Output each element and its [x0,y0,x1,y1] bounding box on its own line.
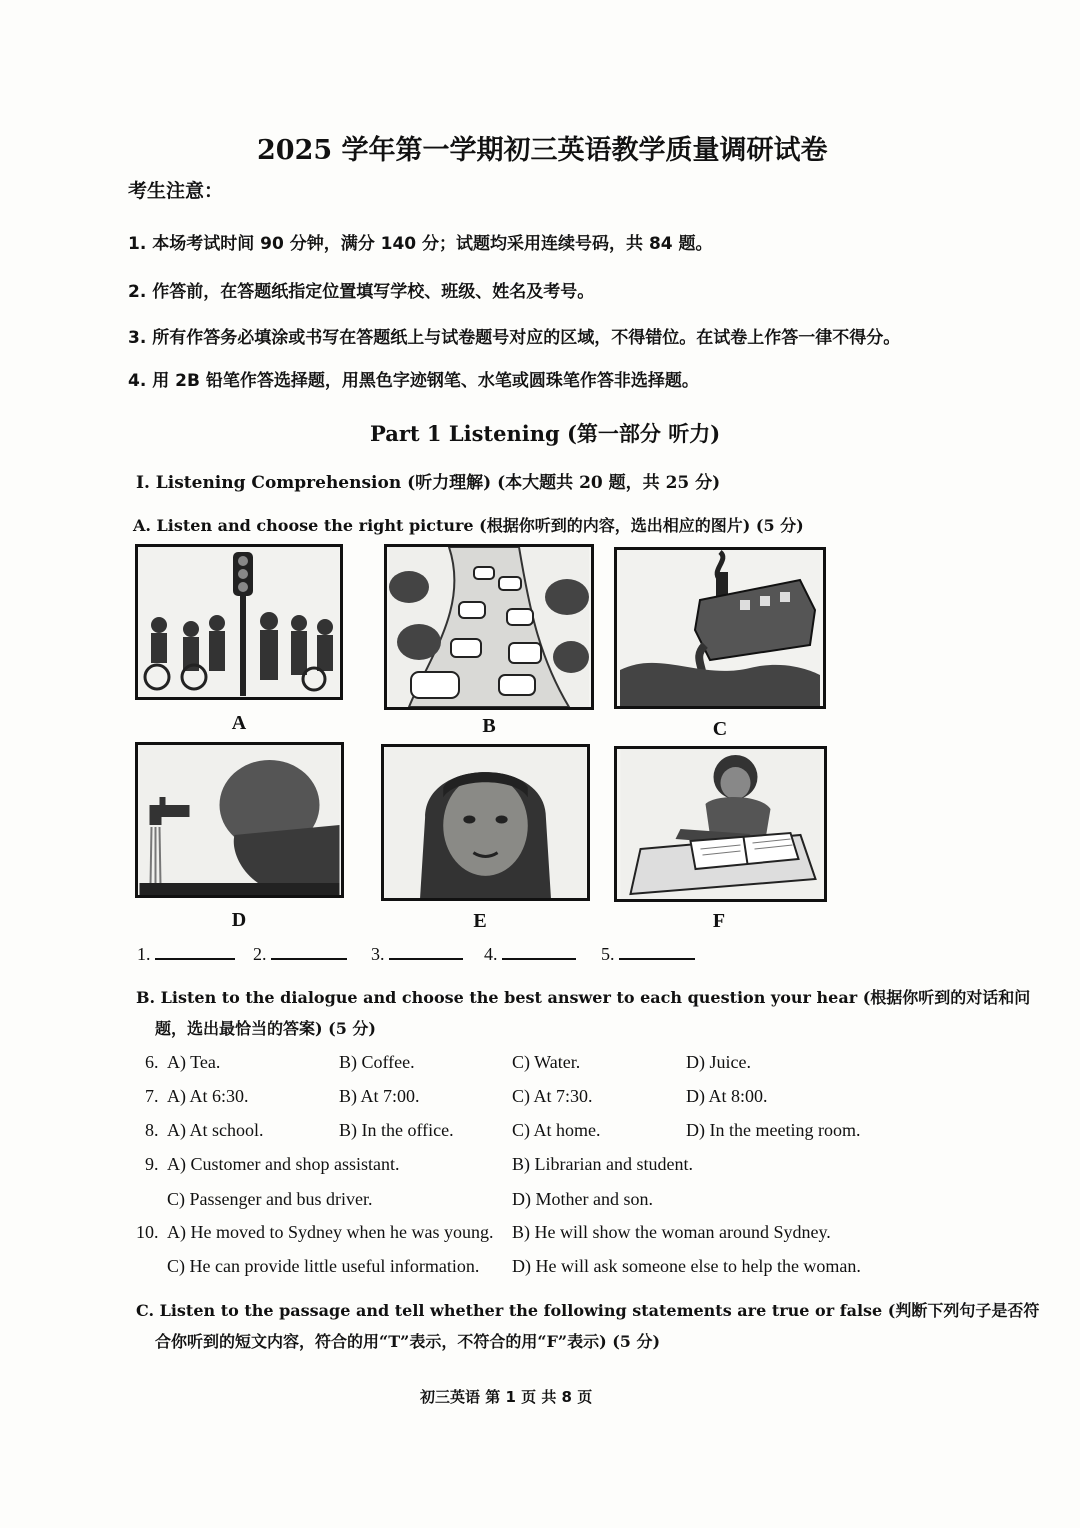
picture-f [614,746,827,902]
q10-option-b: B) He will show the woman around Sydney. [512,1222,831,1242]
q9-option-b: B) Librarian and student. [512,1154,693,1174]
q9-option-d: D) Mother and son. [512,1189,653,1209]
question-7-number: 7. [145,1086,159,1106]
blank-number: 4. [484,944,498,964]
girl-portrait-icon [384,747,587,898]
picture-b [384,544,594,710]
notice-item-4: 4. 用 2B 铅笔作答选择题，用黑色字迹钢笔、水笔或圆珠笔作答非选择题。 [128,371,699,391]
picture-e [381,744,590,901]
q10-option-d: D) He will ask someone else to help the woman. [512,1256,861,1276]
answer-blank-1[interactable] [137,942,235,965]
notice-item-1: 1. 本场考试时间 90 分钟，满分 140 分；试题均采用连续号码，共 84 题。 [128,234,713,254]
section-b-heading-line1: B. Listen to the dialogue and choose the best answer to each question your hear (根据你听到的对话和问 [136,988,1031,1007]
q6-option-a: A) Tea. [167,1052,221,1072]
blank-line [619,942,695,960]
section-1-heading: I. Listening Comprehension (听力理解) (本大题共 20 题，共 25 分) [136,473,721,493]
blank-number: 5. [601,944,615,964]
answer-blank-5[interactable] [601,942,695,965]
picture-a [135,544,343,700]
notice-item-2: 2. 作答前，在答题纸指定位置填写学校、班级、姓名及考号。 [128,282,595,302]
q8-option-d: D) In the meeting room. [686,1120,861,1140]
q6-option-d: D) Juice. [686,1052,751,1072]
q6-option-b: B) Coffee. [339,1052,415,1072]
girl-writing-icon [617,749,824,899]
answer-blank-4[interactable] [484,942,576,965]
q7-option-d: D) At 8:00. [686,1086,768,1106]
exam-title: 2025 学年第一学期初三英语教学质量调研试卷 [257,135,828,166]
picture-b-label: B [482,715,496,737]
picture-a-label: A [231,712,247,734]
section-c-heading-line1: C. Listen to the passage and tell whether the following statements are true or false (判断下列句子是否符 [136,1301,1040,1320]
blank-number: 1. [137,944,151,964]
q10-option-c: C) He can provide little useful information. [167,1256,480,1276]
q7-option-c: C) At 7:30. [512,1086,593,1106]
q9-option-a: A) Customer and shop assistant. [167,1154,400,1174]
blank-line [389,942,463,960]
picture-d-label: D [231,909,247,931]
q6-option-c: C) Water. [512,1052,581,1072]
q8-option-a: A) At school. [167,1120,264,1140]
blank-number: 3. [371,944,385,964]
q8-option-b: B) In the office. [339,1120,454,1140]
notice-heading: 考生注意： [128,180,224,202]
picture-d [135,742,344,898]
q7-option-a: A) At 6:30. [167,1086,249,1106]
question-8-number: 8. [145,1120,159,1140]
running-tap-icon [138,745,341,895]
section-c-heading-line2: 合你听到的短文内容，符合的用“T”表示，不符合的用“F”表示) (5 分) [155,1332,661,1351]
blank-line [271,942,347,960]
q9-option-c: C) Passenger and bus driver. [167,1189,373,1209]
blank-line [155,942,235,960]
notice-item-3: 3. 所有作答务必填涂或书写在答题纸上与试卷题号对应的区域，不得错位。在试卷上作答一律不得分。 [128,328,901,348]
q8-option-c: C) At home. [512,1120,601,1140]
picture-c-label: C [712,718,728,740]
section-b-heading-line2: 题，选出最恰当的答案) (5 分) [155,1019,376,1038]
polluting-factory-icon [617,550,823,706]
question-9-number: 9. [145,1154,159,1174]
traffic-light-crowd-icon [138,547,340,697]
question-10-number: 10. [136,1222,159,1242]
picture-e-label: E [473,910,487,932]
page-footer: 初三英语 第 1 页 共 8 页 [420,1388,593,1406]
answer-blank-3[interactable] [371,942,463,965]
q7-option-b: B) At 7:00. [339,1086,420,1106]
part1-heading: Part 1 Listening (第一部分 听力) [370,421,721,446]
blank-line [502,942,576,960]
traffic-jam-icon [387,547,591,707]
q10-option-a: A) He moved to Sydney when he was young. [167,1222,494,1242]
answer-blank-2[interactable] [253,942,347,965]
question-6-number: 6. [145,1052,159,1072]
picture-f-label: F [712,910,726,932]
picture-c [614,547,826,709]
blank-number: 2. [253,944,267,964]
section-a-heading: A. Listen and choose the right picture (根据你听到的内容，选出相应的图片) (5 分) [133,516,804,535]
